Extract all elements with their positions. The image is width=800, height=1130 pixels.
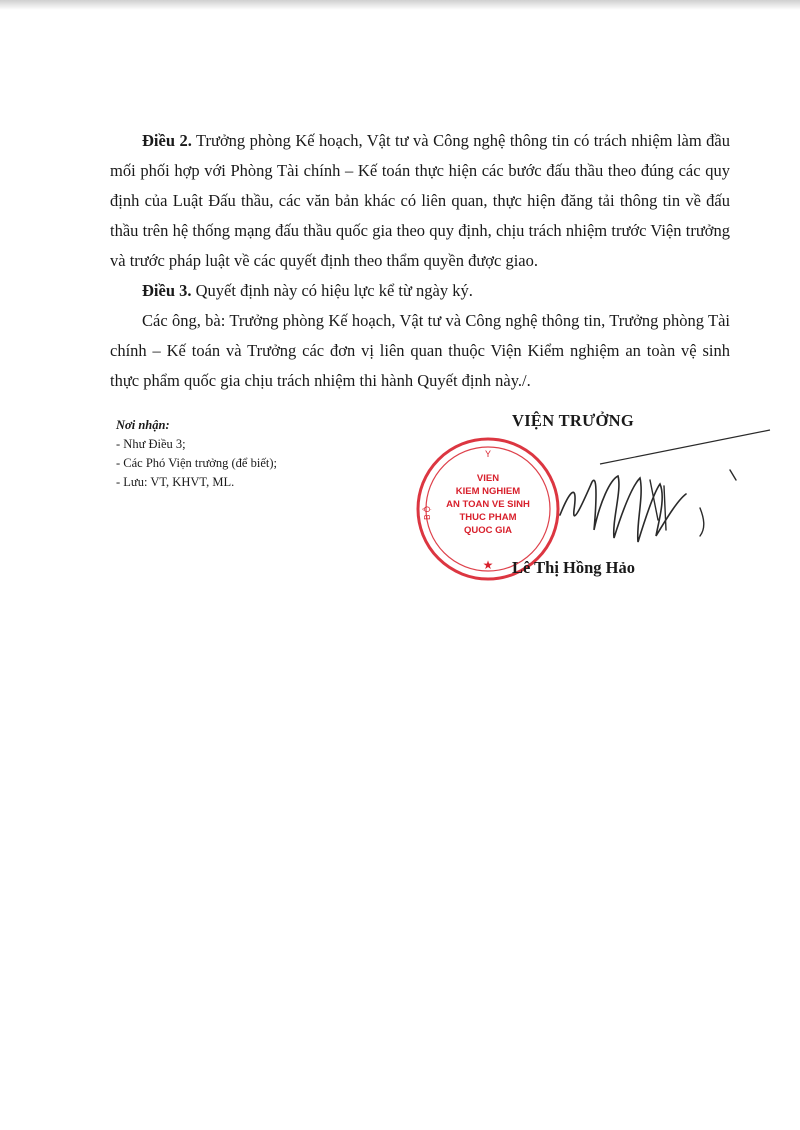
seal-top-letter: Y — [484, 449, 492, 459]
article-2-label: Điều 2. — [142, 131, 192, 150]
seal-line: KIEM NGHIEM — [455, 486, 521, 497]
recipient-item: - Các Phó Viện trưởng (để biết); — [116, 456, 277, 470]
recipient-item: - Lưu: VT, KHVT, ML. — [116, 475, 235, 489]
seal-star-icon: ★ — [482, 558, 494, 572]
scan-top-edge — [0, 0, 800, 10]
seal-side-letters: B Ộ — [423, 506, 432, 520]
decision-body — [110, 126, 730, 396]
seal-line: THUC PHAM — [459, 512, 517, 523]
handwritten-signature — [500, 420, 780, 570]
signer-name: Lê Thị Hồng Hảo — [512, 558, 636, 577]
seal-line: VIEN — [476, 473, 500, 484]
article-3-text: Quyết định này có hiệu lực kể từ ngày ký. — [191, 281, 473, 300]
article-3-label: Điều 3. — [142, 281, 192, 300]
recipients-title: Nơi nhận: — [116, 418, 170, 432]
recipients-block — [116, 416, 277, 492]
responsibility-paragraph: Các ông, bà: Trưởng phòng Kế hoạch, Vật tư và Công nghệ thông tin, Trưởng phòng Tài chính – Kế toán và Trưởng các đơn vị liên quan thuộc Viện Kiểm nghiệm an toàn vệ sinh thực phẩm quốc gia chịu trách nhiệm thi hành Quyết định này./. — [110, 311, 730, 390]
signer-title: VIỆN TRƯỞNG — [512, 411, 635, 430]
recipient-item: - Như Điều 3; — [116, 437, 186, 451]
seal-line: QUOC GIA — [463, 525, 513, 536]
seal-line: AN TOAN VE SINH — [446, 499, 530, 510]
article-2 — [110, 126, 730, 276]
article-3 — [110, 276, 730, 306]
article-2-text: Trưởng phòng Kế hoạch, Vật tư và Công nghệ thông tin có trách nhiệm làm đầu mối phối hợp với Phòng Tài chính – Kế toán thực hiện các bước đấu thầu theo đúng các quy định của Luật Đấu thầu, các văn bản khác có liên quan, thực hiện đăng tải thông tin về đấu thầu trên hệ thống mạng đấu thầu quốc gia theo quy định, chịu trách nhiệm trước Viện trưởng và trước pháp luật về các quyết định theo thẩm quyền được giao. — [110, 131, 730, 270]
